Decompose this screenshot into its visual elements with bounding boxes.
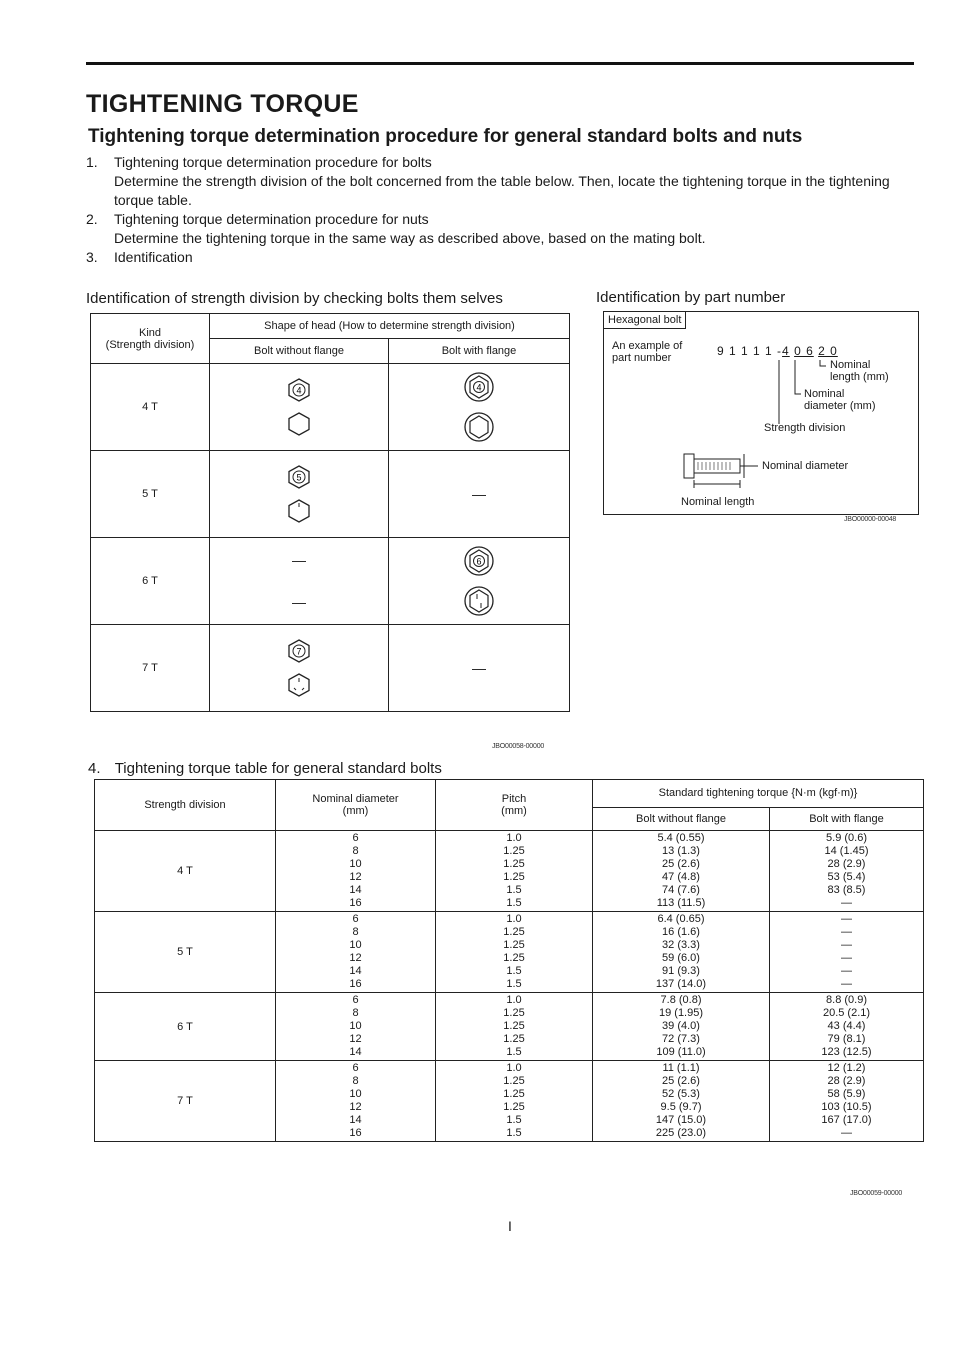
diam-value: 6 (352, 994, 359, 1006)
without-value: 47 (4.8) (662, 871, 700, 883)
without-value: 109 (11.0) (656, 1046, 706, 1058)
bolt-hex-icon (286, 411, 312, 437)
diam-value: 8 (352, 926, 359, 938)
without-value: 19 (1.95) (658, 1007, 704, 1019)
with-value: 8.8 (0.9) (826, 994, 867, 1006)
strength-division-cell: 5 T (95, 912, 276, 993)
kind-label: Kind (138, 326, 162, 339)
without-value: 25 (2.6) (662, 1075, 700, 1087)
strength-row-6t (91, 538, 570, 625)
without-value: 59 (6.0) (662, 952, 700, 964)
pitch-values-cell (436, 1061, 593, 1142)
with-flange-header: Bolt with flange (770, 807, 924, 830)
without-value: 13 (1.3) (662, 845, 700, 857)
shape-header: Shape of head (How to determine strength division) (210, 314, 570, 339)
strength-row-4t (91, 364, 570, 451)
diam-values-cell (276, 831, 436, 912)
step-body: Determine the tightening torque in the same way as described above, based on the mating bolt. (114, 230, 706, 246)
nominal-length-label: Nominal length (681, 496, 755, 508)
nominal-diameter-line2: diameter (mm) (804, 400, 876, 412)
strength-division-cell: 4 T (95, 831, 276, 912)
without-values-cell (593, 993, 770, 1061)
without-value: 16 (1.6) (662, 926, 700, 938)
step-number: 4. (88, 760, 101, 777)
step-number: 2. (86, 211, 98, 227)
page-title: TIGHTENING TORQUE (86, 90, 359, 118)
pitch-label: Pitch (501, 793, 527, 805)
strength-mark: 7 (296, 646, 302, 657)
part-strength-digit: 4 (782, 344, 790, 358)
pitch-value: 1.5 (506, 1127, 522, 1139)
pitch-value: 1.25 (503, 1101, 525, 1113)
with-value: 83 (8.5) (827, 884, 866, 896)
pitch-value: 1.25 (503, 1033, 525, 1045)
diam-value: 16 (349, 897, 362, 909)
diam-value: 8 (352, 1075, 359, 1087)
with-value: 79 (8.1) (827, 1033, 866, 1045)
strength-table (90, 313, 570, 712)
pitch-value: 1.25 (503, 871, 525, 883)
part-number-box (603, 311, 919, 515)
with-value: — (841, 978, 852, 990)
strength-mark: 4 (296, 385, 302, 396)
with-flange-cell (389, 625, 570, 712)
part-length-digits: 2 0 (818, 344, 838, 358)
without-flange-header: Bolt without flange (593, 807, 770, 830)
nominal-diameter-header (276, 780, 436, 831)
bolt-hex-marked-icon (286, 672, 312, 698)
with-value: 20.5 (2.1) (822, 1007, 871, 1019)
strength-mark: 6 (476, 556, 482, 567)
with-values-cell (770, 993, 924, 1061)
with-value: — (841, 939, 852, 951)
nominal-length-line2: length (mm) (830, 371, 889, 383)
step-4 (88, 760, 442, 777)
with-value: 28 (2.9) (827, 858, 866, 870)
nominal-length-line1: Nominal (830, 359, 871, 371)
with-value: 12 (1.2) (827, 1062, 866, 1074)
without-value: 113 (11.5) (656, 897, 706, 909)
diameter-label: Nominal diameter (312, 793, 399, 805)
kind-cell: 5 T (91, 451, 210, 538)
step-heading: Tightening torque determination procedure for bolts (114, 154, 432, 170)
with-value: 14 (1.45) (824, 845, 869, 857)
diam-value: 8 (352, 845, 359, 857)
with-value: — (841, 952, 852, 964)
torque-group-row (95, 831, 924, 912)
pitch-value: 1.0 (506, 994, 522, 1006)
not-applicable: — (292, 594, 306, 610)
pitch-values-cell (436, 912, 593, 993)
diam-value: 10 (349, 858, 362, 870)
standard-torque-header: Standard tightening torque {N·m (kgf·m)} (593, 780, 924, 808)
with-value: — (841, 1127, 852, 1139)
kind-cell: 6 T (91, 538, 210, 625)
strength-division-cell: 7 T (95, 1061, 276, 1142)
diam-value: 16 (349, 1127, 362, 1139)
example-label-line2: part number (612, 352, 672, 364)
strength-row-7t (91, 625, 570, 712)
with-value: — (841, 965, 852, 977)
with-flange-header: Bolt with flange (389, 339, 570, 364)
with-values-cell (770, 831, 924, 912)
pitch-value: 1.25 (503, 845, 525, 857)
example-label-line1: An example of (612, 340, 683, 352)
step-number: 1. (86, 154, 98, 170)
with-values-cell (770, 1061, 924, 1142)
without-flange-cell (210, 625, 389, 712)
part-id-heading: Identification by part number (596, 289, 786, 306)
kind-cell: 7 T (91, 625, 210, 712)
strength-mark: 4 (476, 382, 482, 393)
with-flange-cell (389, 451, 570, 538)
without-values-cell (593, 831, 770, 912)
pitch-value: 1.25 (503, 952, 525, 964)
hexagonal-bolt-label: Hexagonal bolt (604, 312, 686, 329)
figure-code: JBO00000-00048 (844, 516, 897, 523)
pitch-value: 1.25 (503, 1007, 525, 1019)
without-value: 52 (5.3) (662, 1088, 700, 1100)
with-flange-cell (389, 364, 570, 451)
diam-value: 6 (352, 913, 359, 925)
with-value: 167 (17.0) (821, 1114, 872, 1126)
flange-bolt-hex-icon (463, 411, 495, 443)
pitch-value: 1.0 (506, 913, 522, 925)
diam-value: 12 (349, 1101, 362, 1113)
kind-cell: 4 T (91, 364, 210, 451)
torque-group-row (95, 1061, 924, 1142)
diam-value: 6 (352, 1062, 359, 1074)
pitch-value: 1.25 (503, 1020, 525, 1032)
bolt-head-top-icon (286, 464, 312, 490)
with-value: — (841, 897, 852, 909)
with-value: 103 (10.5) (821, 1101, 872, 1113)
diam-value: 12 (349, 1033, 362, 1045)
without-values-cell (593, 1061, 770, 1142)
flange-bolt-hex-marked-icon (463, 585, 495, 617)
strength-row-5t (91, 451, 570, 538)
step-heading: Tightening torque table for general standard bolts (114, 760, 442, 777)
section-subtitle: Tightening torque determination procedure for general standard bolts and nuts (88, 126, 803, 147)
without-value: 137 (14.0) (655, 978, 707, 990)
diam-value: 10 (349, 939, 362, 951)
diam-values-cell (276, 1061, 436, 1142)
not-applicable: — (472, 660, 486, 676)
with-value: 53 (5.4) (827, 871, 866, 883)
bolt-head-top-icon (286, 377, 312, 403)
bolt-hex-marked-icon (286, 498, 312, 524)
step-2 (86, 210, 926, 248)
with-value: — (841, 926, 852, 938)
torque-table (94, 779, 924, 1142)
pitch-value: 1.5 (506, 884, 522, 896)
nominal-diameter-callout (804, 388, 876, 412)
without-value: 7.8 (0.8) (660, 994, 702, 1006)
without-value: 9.5 (9.7) (660, 1101, 702, 1113)
without-value: 72 (7.3) (662, 1033, 700, 1045)
without-value: 11 (1.1) (662, 1062, 700, 1074)
strength-division-cell: 6 T (95, 993, 276, 1061)
not-applicable: — (292, 552, 306, 568)
not-applicable: — (472, 486, 486, 502)
nominal-diameter-label: Nominal diameter (762, 460, 849, 472)
pitch-value: 1.25 (503, 939, 525, 951)
pitch-value: 1.5 (506, 965, 522, 977)
flange-bolt-head-top-icon (463, 371, 495, 403)
strength-division-header: Strength division (95, 780, 276, 831)
diam-value: 8 (352, 1007, 359, 1019)
part-diameter-digits: 0 6 (794, 344, 814, 358)
with-value: 28 (2.9) (827, 1075, 866, 1087)
step-3 (86, 248, 926, 267)
without-values-cell (593, 912, 770, 993)
diam-value: 12 (349, 871, 362, 883)
procedure-steps (86, 153, 926, 267)
diam-value: 14 (349, 1046, 362, 1058)
flange-bolt-head-top-icon (463, 545, 495, 577)
diam-value: 16 (349, 978, 362, 990)
diam-value: 10 (349, 1020, 362, 1032)
callout-lines (604, 312, 918, 514)
pitch-value: 1.25 (503, 926, 525, 938)
strength-mark: 5 (296, 472, 302, 483)
pitch-value: 1.5 (506, 1114, 522, 1126)
diam-value: 14 (349, 965, 362, 977)
kind-header (91, 314, 210, 364)
without-value: 225 (23.0) (655, 1127, 707, 1139)
header-rule (86, 62, 914, 65)
without-flange-cell (210, 364, 389, 451)
step-heading: Identification (114, 249, 193, 265)
diam-value: 12 (349, 952, 362, 964)
step-body: Determine the strength division of the bolt concerned from the table below. Then, locate the tightening torque in the tightening torque table. (114, 173, 890, 208)
diam-value: 6 (352, 832, 359, 844)
with-flange-cell (389, 538, 570, 625)
without-value: 74 (7.6) (662, 884, 700, 896)
with-value: — (841, 913, 852, 925)
without-value: 39 (4.0) (662, 1020, 700, 1032)
pitch-values-cell (436, 831, 593, 912)
diameter-unit: (mm) (342, 805, 369, 817)
pitch-unit: (mm) (501, 805, 527, 817)
bolt-head-top-icon (286, 638, 312, 664)
diam-value: 10 (349, 1088, 362, 1100)
pitch-value: 1.25 (503, 1075, 525, 1087)
pitch-value: 1.25 (503, 858, 525, 870)
without-value: 91 (9.3) (662, 965, 700, 977)
pitch-value: 1.5 (506, 978, 522, 990)
diam-values-cell (276, 912, 436, 993)
pitch-value: 1.0 (506, 832, 522, 844)
with-value: 58 (5.9) (827, 1088, 866, 1100)
diam-value: 14 (349, 1114, 362, 1126)
without-flange-header: Bolt without flange (210, 339, 389, 364)
nominal-length-callout (830, 359, 889, 383)
without-flange-cell (210, 451, 389, 538)
strength-id-heading: Identification of strength division by checking bolts them selves (86, 290, 503, 307)
torque-group-row (95, 912, 924, 993)
step-number: 3. (86, 249, 98, 265)
pitch-value: 1.0 (506, 1062, 522, 1074)
pitch-header (436, 780, 593, 831)
without-flange-cell (210, 538, 389, 625)
without-value: 6.4 (0.65) (657, 913, 705, 925)
diam-value: 14 (349, 884, 362, 896)
with-values-cell (770, 912, 924, 993)
without-value: 147 (15.0) (655, 1114, 707, 1126)
pitch-values-cell (436, 993, 593, 1061)
step-heading: Tightening torque determination procedure for nuts (114, 211, 429, 227)
figure-code: JBO00059-00000 (850, 1190, 903, 1197)
part-prefix: 9 1 1 1 1 - (717, 344, 783, 358)
page-number: I (508, 1218, 512, 1234)
pitch-value: 1.5 (506, 1046, 522, 1058)
without-value: 5.4 (0.55) (657, 832, 705, 844)
without-value: 25 (2.6) (662, 858, 700, 870)
with-value: 43 (4.4) (827, 1020, 866, 1032)
step-1 (86, 153, 926, 210)
torque-group-row (95, 993, 924, 1061)
strength-division-callout: Strength division (764, 422, 846, 434)
with-value: 5.9 (0.6) (826, 832, 867, 844)
diam-values-cell (276, 993, 436, 1061)
kind-sub-label: (Strength division) (105, 338, 195, 351)
pitch-value: 1.5 (506, 897, 522, 909)
nominal-diameter-line1: Nominal (804, 388, 845, 400)
pitch-value: 1.25 (503, 1088, 525, 1100)
with-value: 123 (12.5) (821, 1046, 872, 1058)
figure-code: JBO00058-00000 (492, 743, 545, 750)
without-value: 32 (3.3) (662, 939, 700, 951)
